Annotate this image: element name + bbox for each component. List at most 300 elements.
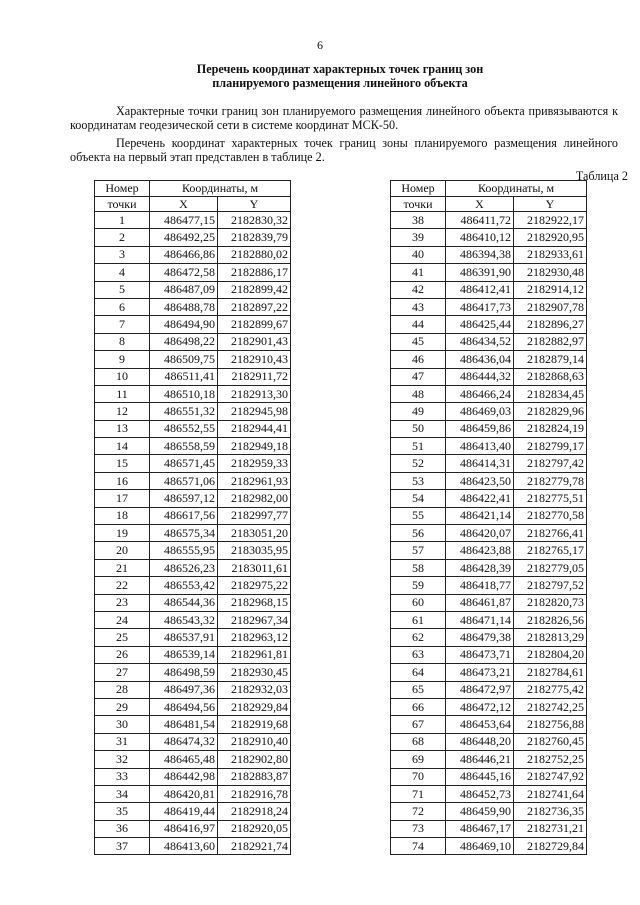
header-number-line1: Номер: [95, 181, 150, 197]
y-coordinate-cell: 2182747,92: [514, 768, 587, 785]
table-row: [95, 716, 291, 733]
point-number-cell: 20: [95, 542, 150, 559]
point-number-cell: 22: [95, 577, 150, 594]
table-row: [391, 751, 587, 768]
y-coordinate-cell: 2182736,35: [514, 803, 587, 820]
point-number-cell: 55: [391, 507, 446, 524]
point-number-cell: 63: [391, 646, 446, 663]
table-row: [95, 438, 291, 455]
header-x: X: [446, 196, 514, 212]
table-row: [391, 333, 587, 350]
x-coordinate-cell: 486552,55: [150, 420, 218, 437]
y-coordinate-cell: 2182901,43: [218, 333, 291, 350]
point-number-cell: 19: [95, 525, 150, 542]
x-coordinate-cell: 486425,44: [446, 316, 514, 333]
x-coordinate-cell: 486467,17: [446, 820, 514, 837]
x-coordinate-cell: 486492,25: [150, 229, 218, 246]
point-number-cell: 72: [391, 803, 446, 820]
y-coordinate-cell: 2182963,12: [218, 629, 291, 646]
point-number-cell: 57: [391, 542, 446, 559]
x-coordinate-cell: 486412,41: [446, 281, 514, 298]
point-number-cell: 33: [95, 768, 150, 785]
y-coordinate-cell: 2182916,78: [218, 785, 291, 802]
y-coordinate-cell: 2182868,63: [514, 368, 587, 385]
y-coordinate-cell: 2182886,17: [218, 264, 291, 281]
point-number-cell: 45: [391, 333, 446, 350]
y-coordinate-cell: 2182775,42: [514, 681, 587, 698]
x-coordinate-cell: 486420,81: [150, 785, 218, 802]
y-coordinate-cell: 2182919,68: [218, 716, 291, 733]
table-row: [95, 212, 291, 229]
y-coordinate-cell: 2182918,24: [218, 803, 291, 820]
point-number-cell: 61: [391, 611, 446, 628]
point-number-cell: 60: [391, 594, 446, 611]
point-number-cell: 48: [391, 385, 446, 402]
table-row: [391, 698, 587, 715]
point-number-cell: 42: [391, 281, 446, 298]
x-coordinate-cell: 486422,41: [446, 490, 514, 507]
table-row: [391, 542, 587, 559]
y-coordinate-cell: 2182920,05: [218, 820, 291, 837]
point-number-cell: 47: [391, 368, 446, 385]
point-number-cell: 6: [95, 298, 150, 315]
y-coordinate-cell: 2182824,19: [514, 420, 587, 437]
table-row: [391, 820, 587, 837]
header-y: Y: [218, 196, 291, 212]
y-coordinate-cell: 2182731,21: [514, 820, 587, 837]
point-number-cell: 39: [391, 229, 446, 246]
y-coordinate-cell: 2182949,18: [218, 438, 291, 455]
table-row: [95, 751, 291, 768]
x-coordinate-cell: 486469,03: [446, 403, 514, 420]
point-number-cell: 59: [391, 577, 446, 594]
table-row: [95, 351, 291, 368]
document-title: [60, 62, 620, 90]
paragraph-2: Перечень координат характерных точек границ зоны планируемого размещения линейного объекта на первый этап представлен в таблице 2.: [70, 136, 618, 164]
x-coordinate-cell: 486494,90: [150, 316, 218, 333]
y-coordinate-cell: 2182829,96: [514, 403, 587, 420]
y-coordinate-cell: 2182899,67: [218, 316, 291, 333]
table-row: [95, 472, 291, 489]
point-number-cell: 66: [391, 698, 446, 715]
table-row: [95, 611, 291, 628]
x-coordinate-cell: 486410,12: [446, 229, 514, 246]
x-coordinate-cell: 486448,20: [446, 733, 514, 750]
table-row: [391, 368, 587, 385]
y-coordinate-cell: 2182770,58: [514, 507, 587, 524]
x-coordinate-cell: 486553,42: [150, 577, 218, 594]
point-number-cell: 18: [95, 507, 150, 524]
y-coordinate-cell: 2182766,41: [514, 525, 587, 542]
title-line-1: Перечень координат характерных точек границ зон: [196, 62, 484, 76]
y-coordinate-cell: 2182813,29: [514, 629, 587, 646]
table-row: [95, 403, 291, 420]
table-row: [95, 368, 291, 385]
point-number-cell: 32: [95, 751, 150, 768]
x-coordinate-cell: 486481,54: [150, 716, 218, 733]
table-row: [95, 264, 291, 281]
table-row: [95, 333, 291, 350]
point-number-cell: 1: [95, 212, 150, 229]
x-coordinate-cell: 486444,32: [446, 368, 514, 385]
point-number-cell: 67: [391, 716, 446, 733]
point-number-cell: 17: [95, 490, 150, 507]
x-coordinate-cell: 486420,07: [446, 525, 514, 542]
point-number-cell: 52: [391, 455, 446, 472]
table-body-left: [95, 212, 291, 855]
y-coordinate-cell: 2182930,48: [514, 264, 587, 281]
table-row: [95, 698, 291, 715]
point-number-cell: 16: [95, 472, 150, 489]
x-coordinate-cell: 486465,48: [150, 751, 218, 768]
table-row: [95, 281, 291, 298]
point-number-cell: 4: [95, 264, 150, 281]
x-coordinate-cell: 486471,14: [446, 611, 514, 628]
y-coordinate-cell: 2182882,97: [514, 333, 587, 350]
y-coordinate-cell: 2182752,25: [514, 751, 587, 768]
point-number-cell: 74: [391, 838, 446, 855]
point-number-cell: 64: [391, 664, 446, 681]
y-coordinate-cell: 2182929,84: [218, 698, 291, 715]
x-coordinate-cell: 486617,56: [150, 507, 218, 524]
x-coordinate-cell: 486459,90: [446, 803, 514, 820]
point-number-cell: 51: [391, 438, 446, 455]
table-row: [95, 646, 291, 663]
x-coordinate-cell: 486459,86: [446, 420, 514, 437]
table-row: [391, 420, 587, 437]
point-number-cell: 43: [391, 298, 446, 315]
point-number-cell: 29: [95, 698, 150, 715]
x-coordinate-cell: 486472,12: [446, 698, 514, 715]
point-number-cell: 2: [95, 229, 150, 246]
paragraph-1: Характерные точки границ зон планируемого размещения линейного объекта привязываются к координатам геодезической сети в системе координат МСК-50.: [70, 104, 618, 132]
y-coordinate-cell: 2182804,20: [514, 646, 587, 663]
y-coordinate-cell: 2182779,05: [514, 559, 587, 576]
table-row: [95, 229, 291, 246]
x-coordinate-cell: 486494,56: [150, 698, 218, 715]
point-number-cell: 13: [95, 420, 150, 437]
x-coordinate-cell: 486452,73: [446, 785, 514, 802]
table-row: [95, 629, 291, 646]
y-coordinate-cell: 2182830,32: [218, 212, 291, 229]
x-coordinate-cell: 486497,36: [150, 681, 218, 698]
point-number-cell: 23: [95, 594, 150, 611]
point-number-cell: 21: [95, 559, 150, 576]
table-row: [95, 838, 291, 855]
table-row: [95, 490, 291, 507]
table-row: [95, 455, 291, 472]
y-coordinate-cell: 2182921,74: [218, 838, 291, 855]
y-coordinate-cell: 2182779,78: [514, 472, 587, 489]
y-coordinate-cell: 2182880,02: [218, 246, 291, 263]
x-coordinate-cell: 486473,21: [446, 664, 514, 681]
x-coordinate-cell: 486510,18: [150, 385, 218, 402]
x-coordinate-cell: 486575,34: [150, 525, 218, 542]
table-row: [95, 298, 291, 315]
point-number-cell: 68: [391, 733, 446, 750]
table-row: [391, 264, 587, 281]
x-coordinate-cell: 486418,77: [446, 577, 514, 594]
y-coordinate-cell: 2182982,00: [218, 490, 291, 507]
table-row: [95, 664, 291, 681]
y-coordinate-cell: 2182742,25: [514, 698, 587, 715]
point-number-cell: 27: [95, 664, 150, 681]
y-coordinate-cell: 2182914,12: [514, 281, 587, 298]
point-number-cell: 28: [95, 681, 150, 698]
table-row: [391, 611, 587, 628]
point-number-cell: 62: [391, 629, 446, 646]
point-number-cell: 15: [95, 455, 150, 472]
x-coordinate-cell: 486477,15: [150, 212, 218, 229]
y-coordinate-cell: 2182797,42: [514, 455, 587, 472]
x-coordinate-cell: 486488,78: [150, 298, 218, 315]
point-number-cell: 46: [391, 351, 446, 368]
point-number-cell: 38: [391, 212, 446, 229]
y-coordinate-cell: 2182784,61: [514, 664, 587, 681]
table-row: [391, 455, 587, 472]
point-number-cell: 34: [95, 785, 150, 802]
table-row: [95, 803, 291, 820]
y-coordinate-cell: 2182896,27: [514, 316, 587, 333]
x-coordinate-cell: 486445,16: [446, 768, 514, 785]
header-y: Y: [514, 196, 587, 212]
x-coordinate-cell: 486571,06: [150, 472, 218, 489]
table-row: [391, 229, 587, 246]
y-coordinate-cell: 2182799,17: [514, 438, 587, 455]
y-coordinate-cell: 2183051,20: [218, 525, 291, 542]
y-coordinate-cell: 2182902,80: [218, 751, 291, 768]
x-coordinate-cell: 486413,60: [150, 838, 218, 855]
y-coordinate-cell: 2182729,84: [514, 838, 587, 855]
point-number-cell: 7: [95, 316, 150, 333]
table-row: [391, 403, 587, 420]
x-coordinate-cell: 486558,59: [150, 438, 218, 455]
y-coordinate-cell: 2182879,14: [514, 351, 587, 368]
table-row: [391, 768, 587, 785]
x-coordinate-cell: 486466,86: [150, 246, 218, 263]
table-caption: Таблица 2: [575, 169, 628, 183]
header-number-line1: Номер: [391, 181, 446, 197]
x-coordinate-cell: 486434,52: [446, 333, 514, 350]
x-coordinate-cell: 486421,14: [446, 507, 514, 524]
x-coordinate-cell: 486423,50: [446, 472, 514, 489]
point-number-cell: 8: [95, 333, 150, 350]
point-number-cell: 35: [95, 803, 150, 820]
point-number-cell: 26: [95, 646, 150, 663]
x-coordinate-cell: 486555,95: [150, 542, 218, 559]
y-coordinate-cell: 2182922,17: [514, 212, 587, 229]
table-row: [95, 420, 291, 437]
x-coordinate-cell: 486469,10: [446, 838, 514, 855]
table-row: [391, 803, 587, 820]
y-coordinate-cell: 2182883,87: [218, 768, 291, 785]
table-row: [95, 525, 291, 542]
page-number: 6: [317, 38, 323, 52]
x-coordinate-cell: 486543,32: [150, 611, 218, 628]
table-row: [391, 316, 587, 333]
point-number-cell: 3: [95, 246, 150, 263]
table-row: [95, 820, 291, 837]
point-number-cell: 25: [95, 629, 150, 646]
y-coordinate-cell: 2182968,15: [218, 594, 291, 611]
point-number-cell: 58: [391, 559, 446, 576]
header-coordinates: Координаты, м: [150, 181, 291, 197]
table-row: [95, 768, 291, 785]
point-number-cell: 65: [391, 681, 446, 698]
x-coordinate-cell: 486544,36: [150, 594, 218, 611]
table-row: [391, 212, 587, 229]
title-line-2: планируемого размещения линейного объекта: [212, 76, 468, 90]
point-number-cell: 12: [95, 403, 150, 420]
table-row: [95, 733, 291, 750]
table-row: [391, 525, 587, 542]
y-coordinate-cell: 2182907,78: [514, 298, 587, 315]
point-number-cell: 10: [95, 368, 150, 385]
y-coordinate-cell: 2182756,88: [514, 716, 587, 733]
table-body-right: [391, 212, 587, 855]
table-row: [391, 298, 587, 315]
point-number-cell: 50: [391, 420, 446, 437]
x-coordinate-cell: 486416,97: [150, 820, 218, 837]
point-number-cell: 70: [391, 768, 446, 785]
point-number-cell: 54: [391, 490, 446, 507]
x-coordinate-cell: 486413,40: [446, 438, 514, 455]
x-coordinate-cell: 486511,41: [150, 368, 218, 385]
x-coordinate-cell: 486472,97: [446, 681, 514, 698]
table-row: [95, 542, 291, 559]
table-row: [95, 785, 291, 802]
x-coordinate-cell: 486498,59: [150, 664, 218, 681]
y-coordinate-cell: 2182741,64: [514, 785, 587, 802]
point-number-cell: 71: [391, 785, 446, 802]
x-coordinate-cell: 486428,39: [446, 559, 514, 576]
point-number-cell: 37: [95, 838, 150, 855]
x-coordinate-cell: 486414,31: [446, 455, 514, 472]
header-number-line2: точки: [391, 196, 446, 212]
point-number-cell: 9: [95, 351, 150, 368]
table-row: [391, 594, 587, 611]
x-coordinate-cell: 486487,09: [150, 281, 218, 298]
x-coordinate-cell: 486391,90: [446, 264, 514, 281]
table-row: [391, 577, 587, 594]
y-coordinate-cell: 2182760,45: [514, 733, 587, 750]
x-coordinate-cell: 486473,71: [446, 646, 514, 663]
y-coordinate-cell: 2182930,45: [218, 664, 291, 681]
point-number-cell: 30: [95, 716, 150, 733]
coordinates-table-right: [390, 180, 587, 855]
table-row: [95, 594, 291, 611]
y-coordinate-cell: 2182961,81: [218, 646, 291, 663]
point-number-cell: 40: [391, 246, 446, 263]
y-coordinate-cell: 2182899,42: [218, 281, 291, 298]
table-row: [95, 559, 291, 576]
table-row: [391, 507, 587, 524]
x-coordinate-cell: 486423,88: [446, 542, 514, 559]
table-row: [391, 664, 587, 681]
y-coordinate-cell: 2182959,33: [218, 455, 291, 472]
y-coordinate-cell: 2183011,61: [218, 559, 291, 576]
y-coordinate-cell: 2182839,79: [218, 229, 291, 246]
table-row: [391, 733, 587, 750]
x-coordinate-cell: 486446,21: [446, 751, 514, 768]
table-row: [391, 246, 587, 263]
y-coordinate-cell: 2182834,45: [514, 385, 587, 402]
x-coordinate-cell: 486539,14: [150, 646, 218, 663]
point-number-cell: 56: [391, 525, 446, 542]
point-number-cell: 14: [95, 438, 150, 455]
x-coordinate-cell: 486394,38: [446, 246, 514, 263]
header-coordinates: Координаты, м: [446, 181, 587, 197]
y-coordinate-cell: 2182967,34: [218, 611, 291, 628]
point-number-cell: 41: [391, 264, 446, 281]
y-coordinate-cell: 2182911,72: [218, 368, 291, 385]
x-coordinate-cell: 486551,32: [150, 403, 218, 420]
y-coordinate-cell: 2182910,43: [218, 351, 291, 368]
y-coordinate-cell: 2182920,95: [514, 229, 587, 246]
y-coordinate-cell: 2182933,61: [514, 246, 587, 263]
y-coordinate-cell: 2182826,56: [514, 611, 587, 628]
table-row: [391, 438, 587, 455]
point-number-cell: 53: [391, 472, 446, 489]
y-coordinate-cell: 2182910,40: [218, 733, 291, 750]
table-row: [391, 646, 587, 663]
y-coordinate-cell: 2182765,17: [514, 542, 587, 559]
point-number-cell: 24: [95, 611, 150, 628]
header-number-line2: точки: [95, 196, 150, 212]
x-coordinate-cell: 486436,04: [446, 351, 514, 368]
table-row: [391, 490, 587, 507]
table-row: [391, 681, 587, 698]
y-coordinate-cell: 2182775,51: [514, 490, 587, 507]
table-row: [391, 629, 587, 646]
x-coordinate-cell: 486571,45: [150, 455, 218, 472]
y-coordinate-cell: 2182945,98: [218, 403, 291, 420]
header-x: X: [150, 196, 218, 212]
table-row: [95, 507, 291, 524]
point-number-cell: 36: [95, 820, 150, 837]
point-number-cell: 11: [95, 385, 150, 402]
x-coordinate-cell: 486417,73: [446, 298, 514, 315]
x-coordinate-cell: 486597,12: [150, 490, 218, 507]
y-coordinate-cell: 2182913,30: [218, 385, 291, 402]
coordinates-table-left: [94, 180, 291, 855]
x-coordinate-cell: 486509,75: [150, 351, 218, 368]
table-row: [391, 351, 587, 368]
table-row: [391, 281, 587, 298]
y-coordinate-cell: 2182961,93: [218, 472, 291, 489]
table-row: [391, 716, 587, 733]
table-row: [391, 559, 587, 576]
y-coordinate-cell: 2182932,03: [218, 681, 291, 698]
y-coordinate-cell: 2182975,22: [218, 577, 291, 594]
table-row: [95, 385, 291, 402]
y-coordinate-cell: 2182820,73: [514, 594, 587, 611]
x-coordinate-cell: 486442,98: [150, 768, 218, 785]
point-number-cell: 31: [95, 733, 150, 750]
x-coordinate-cell: 486474,32: [150, 733, 218, 750]
x-coordinate-cell: 486411,72: [446, 212, 514, 229]
point-number-cell: 49: [391, 403, 446, 420]
point-number-cell: 5: [95, 281, 150, 298]
table-row: [95, 681, 291, 698]
x-coordinate-cell: 486419,44: [150, 803, 218, 820]
point-number-cell: 69: [391, 751, 446, 768]
table-row: [391, 838, 587, 855]
y-coordinate-cell: 2182797,52: [514, 577, 587, 594]
x-coordinate-cell: 486461,87: [446, 594, 514, 611]
x-coordinate-cell: 486526,23: [150, 559, 218, 576]
point-number-cell: 73: [391, 820, 446, 837]
